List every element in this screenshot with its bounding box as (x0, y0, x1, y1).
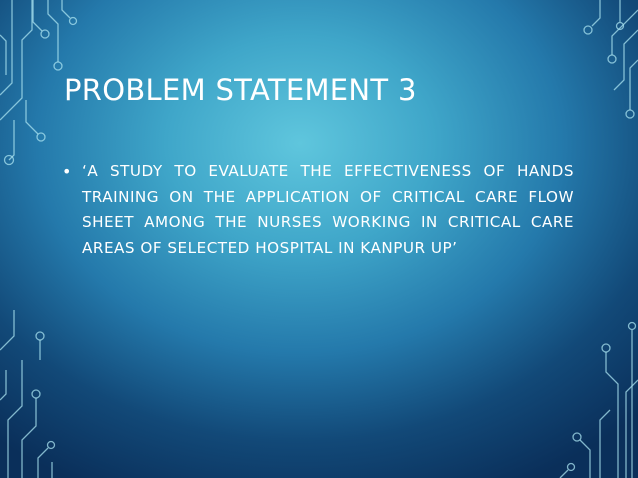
circuit-top-right (584, 0, 638, 118)
bullet-list (62, 159, 574, 261)
problem-statement-text: ‘A STUDY TO EVALUATE THE EFFECTIVENESS OF HANDS TRAINING ON THE APPLICATION OF CRITICAL CARE FLOW SHEET AMONG THE NURSES WORKING IN CRITICAL CARE AREAS OF SELECTED HOSPITAL IN KANPUR UP’ (82, 162, 574, 257)
bullet-item (62, 159, 574, 261)
slide-title: PROBLEM STATEMENT 3 (64, 73, 417, 107)
bullet-dot-icon: • (62, 162, 72, 181)
circuit-bottom-right (560, 323, 638, 478)
circuit-bottom-left (0, 310, 55, 478)
